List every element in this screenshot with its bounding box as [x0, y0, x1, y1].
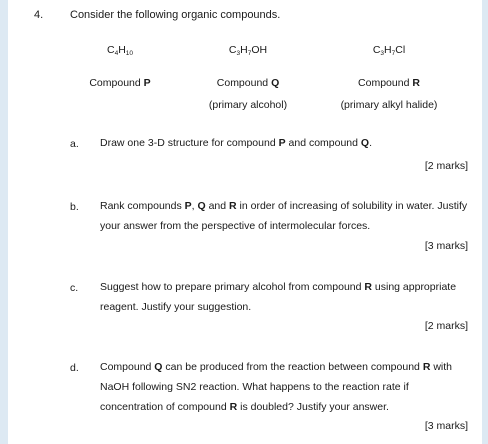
part-c-label: c.	[70, 282, 79, 294]
question-sheet	[8, 0, 482, 444]
part-c-text: Suggest how to prepare primary alcohol from compound R using appropriate reagent. Justify your suggestion.	[100, 281, 457, 313]
part-d-marks: [3 marks]	[424, 420, 468, 432]
question-number: 4.	[34, 9, 44, 21]
part-d-text: Compound Q can be produced from the reaction between compound R with NaOH following SN2 reaction. What happens to the reaction rate if concentration of compound R is doubled? Justify your answer.	[100, 361, 452, 413]
compound-q-formula: $C_3H_7OH$	[228, 44, 268, 57]
compound-r-name: Compound R	[358, 77, 420, 89]
part-a-label: a.	[70, 138, 79, 150]
compound-r-formula: $C_3H_7Cl$	[372, 44, 406, 57]
question-intro: Consider the following organic compounds.	[70, 9, 281, 21]
part-a-text: Draw one 3-D structure for compound P and compound Q.	[100, 137, 372, 149]
compound-q-type: (primary alcohol)	[208, 99, 288, 111]
part-b-label: b.	[70, 201, 79, 213]
compound-p-name: Compound P	[89, 77, 151, 89]
part-c-marks: [2 marks]	[424, 320, 468, 332]
compound-q-name: Compound Q	[216, 77, 280, 89]
part-d-label: d.	[70, 362, 79, 374]
compound-r-type: (primary alkyl halide)	[340, 99, 438, 111]
part-b-marks: [3 marks]	[424, 240, 468, 252]
part-b-text: Rank compounds P, Q and R in order of increasing of solubility in water. Justify your answer from the perspective of intermolecular forces.	[100, 200, 468, 232]
compound-p-formula: $C_4H_{10}$	[106, 44, 134, 57]
part-a-marks: [2 marks]	[424, 160, 468, 172]
